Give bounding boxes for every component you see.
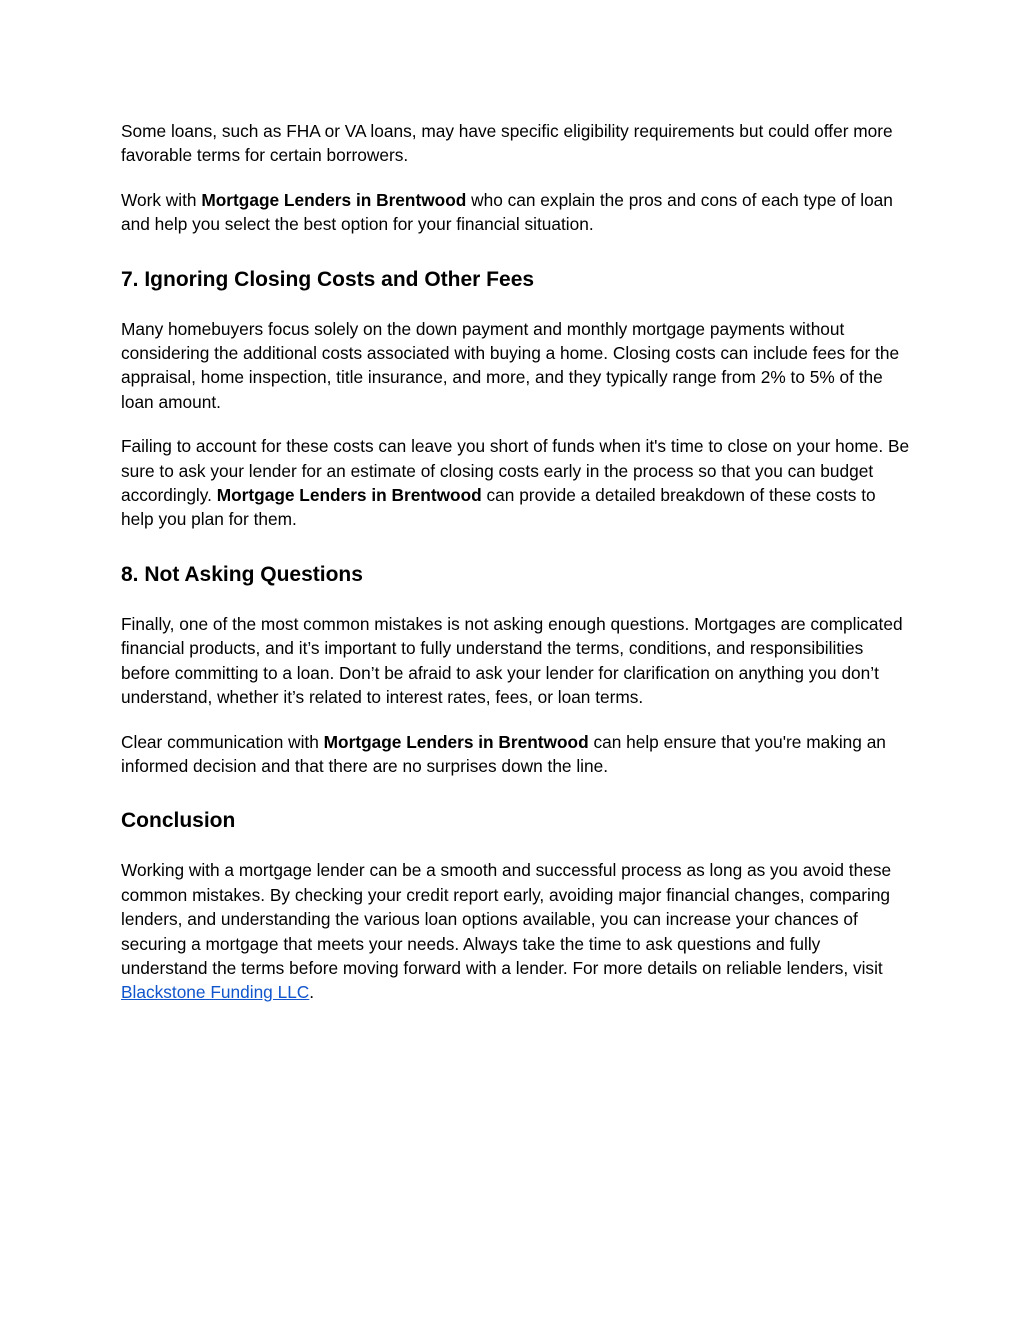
paragraph-text: Clear communication with	[121, 731, 324, 752]
bold-keyword: Mortgage Lenders in Brentwood	[216, 485, 482, 506]
paragraph-text: Some loans, such as FHA or VA loans, may have specific eligibility requirements but could offer more favorable terms for certain borrowers.	[121, 121, 893, 166]
paragraph-text: Working with a mortgage lender can be a smooth and successful process as long as you avoid these common mistakes. By checking your credit report early, avoiding major financial changes, comparing lenders, and understanding the various loan options available, you can increase your chances of securing a mortgage that meets your needs. Always take the time to ask questions and fully understand the terms before moving forward with a lender. For more details on reliable lenders, visit	[121, 860, 892, 978]
paragraph-account-for-costs	[121, 434, 911, 532]
paragraph-text: Many homebuyers focus solely on the down payment and monthly mortgage payments without considering the additional costs associated with buying a home. Closing costs can include fees for the appraisal, home inspection, title insurance, and more, and they typically range from 2% to 5% of the loan amount.	[121, 318, 900, 412]
paragraph-clear-communication	[121, 730, 911, 779]
paragraph-loan-eligibility	[121, 119, 911, 168]
heading-conclusion: Conclusion	[121, 809, 236, 833]
paragraph-text: Failing to account for these costs can leave you short of funds when it's time to close on your home. Be sure to ask your lender for an estimate of closing costs early in the process so that you can budget accordingly.	[121, 436, 910, 506]
heading-closing-costs: 7. Ignoring Closing Costs and Other Fees	[121, 267, 535, 291]
paragraph-text: who can explain the pros and cons of each type of loan and help you select the best option for your financial situation.	[121, 189, 893, 235]
bold-keyword: Mortgage Lenders in Brentwood	[323, 731, 589, 752]
paragraph-text: can help ensure that you're making an informed decision and that there are no surprises down the line.	[121, 731, 886, 776]
bold-keyword: Mortgage Lenders in Brentwood	[201, 189, 467, 210]
heading-asking-questions: 8. Not Asking Questions	[121, 562, 363, 586]
blackstone-funding-link[interactable]: Blackstone Funding LLC	[121, 982, 310, 1003]
paragraph-closing-costs	[121, 317, 911, 415]
paragraph-text: can provide a detailed breakdown of these costs to help you plan for them.	[121, 485, 876, 530]
paragraph-text: Work with	[121, 189, 202, 210]
paragraph-work-with-lenders	[121, 188, 911, 237]
paragraph-text: .	[309, 982, 315, 1003]
paragraph-text: Finally, one of the most common mistakes is not asking enough questions. Mortgages are complicated financial products, and it’s important to fully understand the terms, conditions, and responsibilities before committing to a loan. Don’t be afraid to ask your lender for clarification on anything you don’t understand, whether it’s related to interest rates, fees, or loan terms.	[121, 613, 903, 708]
paragraph-asking-questions	[121, 612, 911, 710]
document-body	[121, 119, 911, 1025]
paragraph-conclusion	[121, 858, 911, 1004]
